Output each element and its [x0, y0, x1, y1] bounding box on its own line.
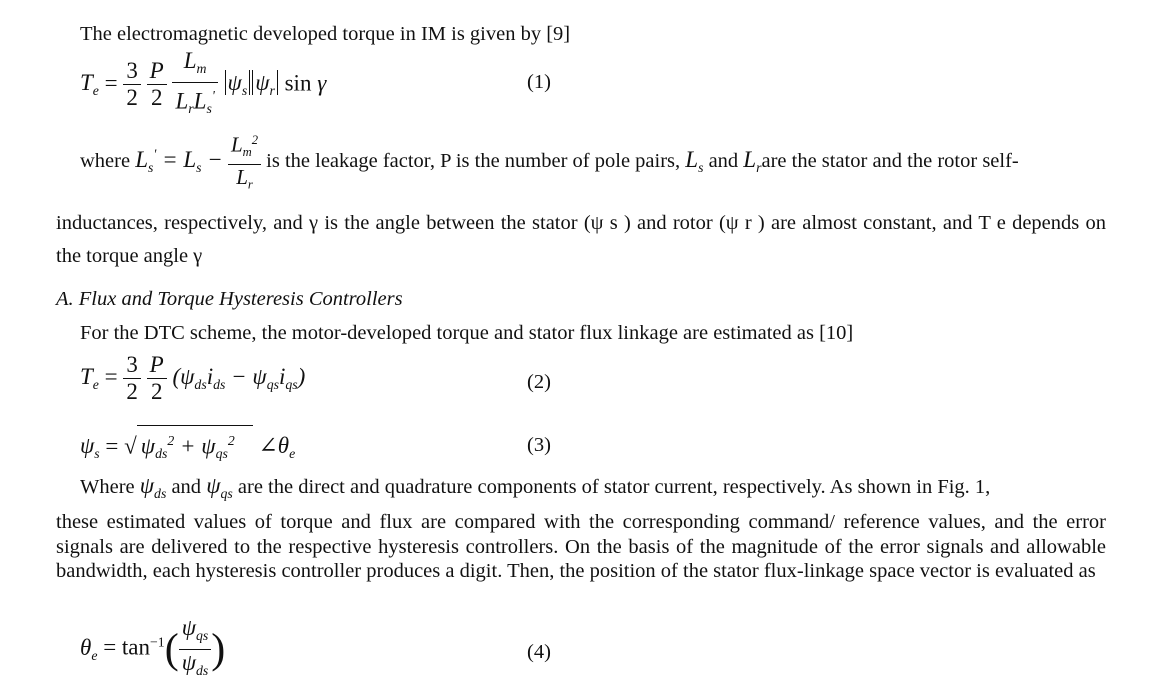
section-heading-a: A. Flux and Torque Hysteresis Controllers: [56, 288, 403, 310]
paragraph-2-rest: these estimated values of torque and flux are compared with the corresponding command/ reference values, and the error signals are delivered to the respective hysteresis controllers. On the basis of the magnitude of the error signals and allowable bandwidth, each hysteresis controller produces a digit. Then, the position of the stator flux-linkage space vector is evaluated as: [56, 511, 1106, 582]
equation-2-number: (2): [527, 371, 551, 393]
intro-text: The electromagnetic developed torque in IM is given by [9]: [80, 23, 571, 45]
paragraph-2-line-1: Where $\psi_{ds}$ and $\psi_{qs}$ are the direct and quadrature components of stator current, respectively. As shown in Fig. 1,: [80, 473, 991, 501]
where-and: and: [708, 149, 739, 172]
where-suffix: are the stator and the rotor self-: [761, 149, 1019, 172]
where-line: where $L_s' = L_s$ − $\frac{L_m^2}{L_r}$ is the leakage factor, P is the number of pole pairs, $L_s$ and $L_rare$ the stator and the rotor self-: [80, 128, 1019, 196]
equation-1-number: (1): [527, 71, 551, 93]
equation-4-number: (4): [527, 641, 551, 663]
equation-2: $T_e$ = $\frac{3}{2}$ $\frac{P}{2}$ $(\psi_{ds}i_{ds} - \psi_{qs}i_{qs})$: [80, 352, 306, 404]
paragraph-1: inductances, respectively, and γ is the angle between the stator (ψ s ) and rotor (ψ r ) are almost constant, and T e depends on the torque angle γ: [56, 212, 1106, 267]
equation-3: $\psi_s$ = √ $\psi_{ds}^2 + \psi_{qs}^2$ $\angle\theta_e$: [80, 425, 295, 467]
equation-4: $\theta_e = \tan^{-1}$( $\frac{\psi_{qs}}{\psi_{ds}}$ ): [80, 615, 226, 678]
para2-and: and: [171, 476, 202, 498]
equation-1: $T_e$ = $\frac{3}{2}$ $\frac{P}{2}$ $\frac{L_m}{L_rL_s'}$ $\psi_s$ $\psi_r$ sin γ: [80, 48, 327, 116]
equation-3-number: (3): [527, 434, 551, 456]
eq4-fn: tan: [121, 634, 151, 660]
para2-where: Where: [80, 476, 135, 498]
para2-line1-text: are the direct and quadrature components of stator current, respectively. As shown in Fig. 1,: [237, 476, 991, 498]
where-prefix: where: [80, 149, 131, 172]
section-a-intro: For the DTC scheme, the motor-developed torque and stator flux linkage are estimated as [10]: [80, 322, 854, 344]
where-mid: is the leakage factor, P is the number of pole pairs,: [266, 149, 681, 172]
